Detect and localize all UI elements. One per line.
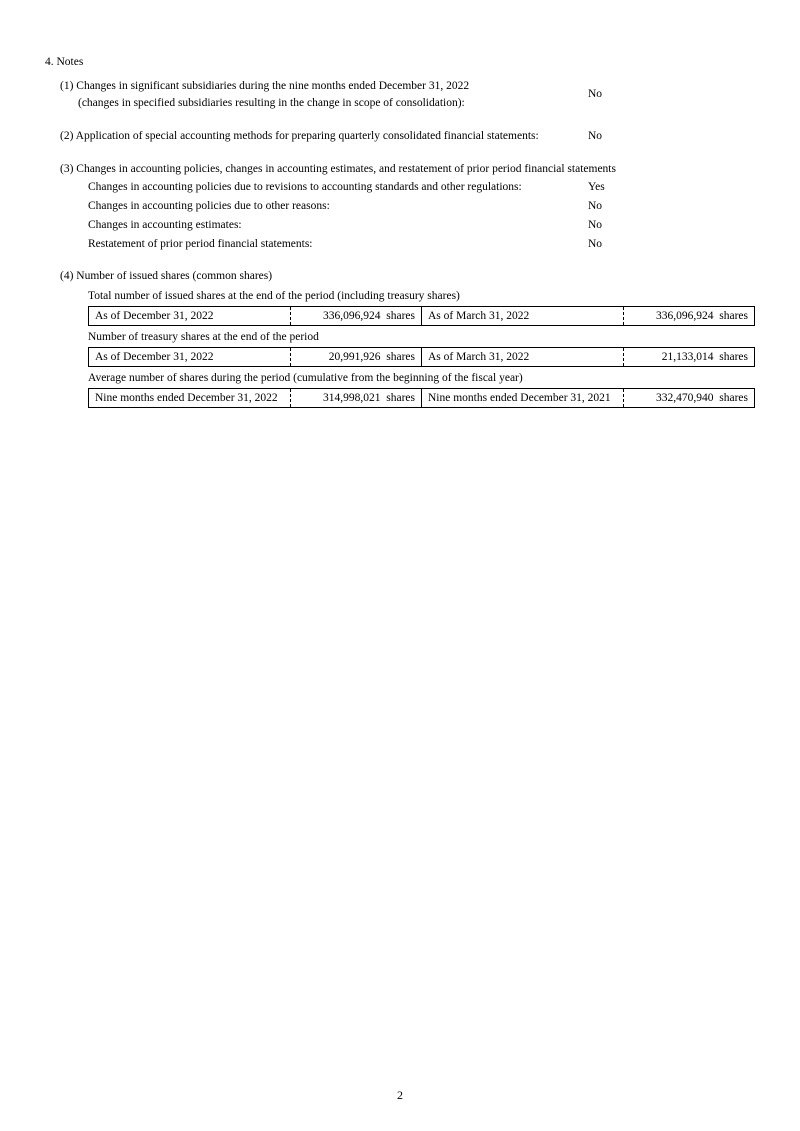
note1-line1: (1) Changes in significant subsidiaries during the nine months ended December 31, 2022 <box>60 80 470 92</box>
note4-text: (4) Number of issued shares (common shares) <box>60 270 273 282</box>
note-item-2 <box>60 128 755 145</box>
treasury-shares-caption: Number of treasury shares at the end of the period <box>88 331 319 343</box>
note-item-4 <box>45 268 755 408</box>
note2-text: (2) Application of special accounting methods for preparing quarterly consolidated financial statements: <box>60 130 539 142</box>
note2-answer: No <box>588 130 603 142</box>
note-item-1 <box>60 78 755 112</box>
table-cell-value: 336,096,924 shares <box>624 307 755 326</box>
note3-row <box>88 235 755 254</box>
table-row <box>89 348 755 367</box>
table-cell-period: As of December 31, 2022 <box>95 310 214 322</box>
table-row <box>89 307 755 326</box>
note-item-3 <box>45 161 755 254</box>
table-cell-period: Nine months ended December 31, 2022 <box>95 392 278 404</box>
note3-row-label: Restatement of prior period financial statements: <box>88 238 313 250</box>
average-shares-table <box>88 388 755 408</box>
average-shares-caption: Average number of shares during the period (cumulative from the beginning of the fiscal year) <box>88 372 523 384</box>
table-cell-period: As of December 31, 2022 <box>95 351 214 363</box>
note1-line2: (changes in specified subsidiaries resulting in the change in scope of consolidation): <box>78 97 465 109</box>
table-cell-period: As of March 31, 2022 <box>422 307 624 326</box>
issued-shares-caption: Total number of issued shares at the end of the period (including treasury shares) <box>88 290 460 302</box>
table-row <box>89 389 755 408</box>
page-number: 2 <box>397 1088 403 1102</box>
table-cell-value: 21,133,014 shares <box>624 348 755 367</box>
table-cell-value: 336,096,924 shares <box>291 307 422 326</box>
table-cell-value: 332,470,940 shares <box>624 389 755 408</box>
notes-heading: 4. Notes <box>45 56 84 68</box>
note3-row <box>88 216 755 235</box>
treasury-shares-table <box>88 347 755 367</box>
note3-row-label: Changes in accounting policies due to revisions to accounting standards and other regulations: <box>88 181 522 193</box>
table-cell-value: 314,998,021 shares <box>291 389 422 408</box>
note3-row-answer: No <box>588 238 603 250</box>
table-cell-period: As of March 31, 2022 <box>422 348 624 367</box>
note3-row <box>88 197 755 216</box>
note3-row-answer: No <box>588 200 603 212</box>
note3-row-answer: Yes <box>588 181 605 193</box>
note3-text: (3) Changes in accounting policies, changes in accounting estimates, and restatement of prior period financial statements <box>60 163 616 175</box>
notes-section <box>0 0 800 408</box>
table-cell-period: Nine months ended December 31, 2021 <box>422 389 624 408</box>
note3-row <box>88 178 755 197</box>
note3-row-label: Changes in accounting policies due to other reasons: <box>88 200 330 212</box>
note1-answer: No <box>588 88 603 100</box>
issued-shares-table <box>88 306 755 326</box>
table-cell-value: 20,991,926 shares <box>291 348 422 367</box>
note3-row-label: Changes in accounting estimates: <box>88 219 242 231</box>
note3-row-answer: No <box>588 219 603 231</box>
